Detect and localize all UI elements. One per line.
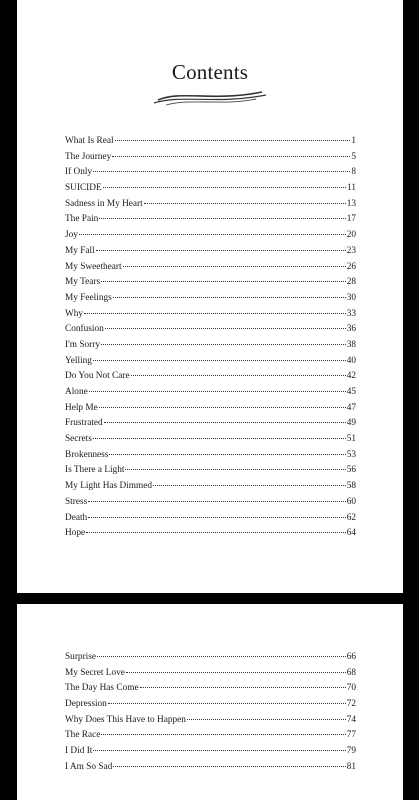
toc-leader-dots (113, 766, 345, 767)
toc-entry-title: The Race (65, 730, 101, 741)
toc-entry-title: Do You Not Care (65, 371, 130, 382)
toc-leader-dots (115, 140, 351, 141)
toc-entry-title: Stress (65, 496, 88, 507)
toc-leader-dots (93, 438, 346, 439)
toc-leader-dots (84, 313, 346, 314)
toc-entry (65, 526, 356, 542)
toc-entry-title: My Sweetheart (65, 261, 122, 272)
toc-entry (65, 291, 356, 307)
toc-leader-dots (101, 344, 346, 345)
toc-entry-page: 47 (346, 402, 356, 413)
toc-entry-page: 33 (346, 308, 356, 319)
toc-entry (65, 728, 356, 744)
toc-entry-page: 8 (351, 167, 356, 178)
toc-entry-page: 77 (346, 730, 356, 741)
toc-entry-title: My Secret Love (65, 667, 125, 678)
page-title: Contents (171, 60, 249, 84)
toc-entry-page: 28 (346, 277, 356, 288)
toc-entry-title: What Is Real (65, 136, 114, 146)
toc-entry (65, 212, 356, 228)
toc-entry-page: 53 (346, 449, 356, 460)
toc-entry (65, 650, 356, 666)
toc-leader-dots (144, 203, 346, 204)
toc-entry-title: My Tears (65, 277, 101, 288)
toc-entry (65, 479, 356, 495)
toc-entry-title: Hope (65, 528, 86, 539)
toc-entry (65, 228, 356, 244)
toc-entry-title: SUICIDE (65, 183, 102, 194)
toc-entry (65, 275, 356, 291)
toc-entry-page: 38 (346, 339, 356, 350)
toc-leader-dots (105, 328, 346, 329)
document-page-2 (17, 604, 403, 800)
toc-leader-dots (104, 422, 346, 423)
toc-entry (65, 338, 356, 354)
toc-leader-dots (93, 360, 346, 361)
toc-leader-dots (131, 375, 346, 376)
toc-entry-title: Help Me (65, 402, 98, 413)
toc-leader-dots (113, 297, 346, 298)
toc-entry (65, 401, 356, 417)
toc-entry-page: 74 (346, 714, 356, 725)
toc-entry-page: 72 (346, 699, 356, 710)
table-of-contents-continued (65, 650, 356, 776)
toc-leader-dots (89, 391, 346, 392)
toc-entry (65, 744, 356, 760)
toc-entry-page: 68 (346, 667, 356, 678)
swirl-ornament-icon (152, 88, 268, 106)
toc-entry-title: My Fall (65, 245, 95, 256)
toc-entry-title: If Only (65, 167, 93, 178)
toc-leader-dots (97, 656, 346, 657)
toc-entry-title: Alone (65, 387, 88, 397)
toc-entry-page: 11 (347, 183, 356, 194)
toc-entry-page: 13 (346, 198, 356, 209)
toc-entry-title: Secrets (65, 434, 92, 445)
toc-entry-page: 51 (346, 434, 356, 445)
toc-leader-dots (109, 454, 345, 455)
toc-entry-page: 79 (346, 746, 356, 757)
toc-leader-dots (103, 187, 346, 188)
toc-entry (65, 260, 356, 276)
toc-entry-page: 58 (346, 481, 356, 492)
toc-entry-page: 30 (346, 292, 356, 303)
toc-entry-page: 70 (346, 683, 356, 694)
toc-entry-title: The Day Has Come (65, 683, 139, 694)
toc-entry (65, 354, 356, 370)
toc-leader-dots (86, 532, 346, 533)
toc-leader-dots (88, 517, 346, 518)
toc-entry (65, 760, 356, 776)
toc-entry-page: 49 (346, 418, 356, 429)
toc-entry-page: 42 (346, 371, 356, 382)
toc-leader-dots (88, 501, 345, 502)
toc-leader-dots (187, 719, 346, 720)
toc-leader-dots (79, 234, 346, 235)
toc-entry (65, 134, 356, 150)
toc-leader-dots (153, 485, 346, 486)
toc-entry (65, 307, 356, 323)
toc-leader-dots (93, 750, 345, 751)
document-page-1 (17, 0, 403, 593)
toc-leader-dots (96, 250, 346, 251)
toc-entry (65, 448, 356, 464)
toc-leader-dots (101, 734, 345, 735)
toc-entry-page: 64 (346, 528, 356, 539)
toc-entry (65, 197, 356, 213)
toc-leader-dots (125, 469, 345, 470)
toc-entry (65, 322, 356, 338)
toc-entry-title: Death (65, 512, 88, 523)
toc-entry-title: Joy (65, 230, 78, 241)
toc-entry-title: Why (65, 308, 84, 319)
toc-leader-dots (93, 171, 350, 172)
toc-entry (65, 244, 356, 260)
toc-entry-title: I'm Sorry (65, 339, 100, 350)
toc-entry (65, 432, 356, 448)
toc-entry-title: Is There a Light (65, 465, 125, 476)
toc-entry (65, 697, 356, 713)
toc-entry-page: 60 (346, 496, 356, 507)
toc-entry-title: My Light Has Dimmed (65, 481, 153, 492)
toc-entry (65, 495, 356, 511)
toc-entry-page: 5 (351, 151, 356, 162)
toc-entry (65, 713, 356, 729)
toc-leader-dots (140, 687, 346, 688)
toc-entry-title: Depression (65, 699, 107, 710)
toc-entry-title: The Journey (65, 151, 112, 162)
toc-leader-dots (99, 407, 346, 408)
toc-entry-page: 66 (346, 652, 356, 662)
table-of-contents (65, 134, 356, 542)
toc-entry (65, 181, 356, 197)
toc-entry (65, 681, 356, 697)
toc-entry-page: 45 (346, 387, 356, 397)
toc-leader-dots (108, 703, 346, 704)
toc-leader-dots (112, 156, 350, 157)
toc-entry (65, 150, 356, 166)
toc-entry-title: I Am So Sad (65, 761, 113, 772)
toc-entry (65, 463, 356, 479)
toc-entry-page: 62 (346, 512, 356, 523)
toc-entry (65, 165, 356, 181)
toc-entry-page: 40 (346, 355, 356, 366)
toc-entry (65, 511, 356, 527)
toc-leader-dots (126, 672, 346, 673)
toc-entry-page: 81 (346, 761, 356, 772)
toc-entry (65, 416, 356, 432)
toc-leader-dots (123, 266, 346, 267)
toc-entry-page: 20 (346, 230, 356, 241)
toc-entry-title: I Did It (65, 746, 93, 757)
toc-entry-title: The Pain (65, 214, 99, 225)
toc-entry-title: Yelling (65, 355, 92, 366)
toc-entry-title: Why Does This Have to Happen (65, 714, 186, 725)
toc-entry-page: 1 (351, 136, 356, 146)
toc-entry-page: 17 (346, 214, 356, 225)
toc-entry-title: Confusion (65, 324, 104, 335)
toc-entry-title: Brokenness (65, 449, 109, 460)
toc-entry (65, 369, 356, 385)
toc-entry-page: 26 (346, 261, 356, 272)
toc-entry-title: Surprise (65, 652, 96, 662)
toc-entry-title: My Feelings (65, 292, 112, 303)
toc-entry (65, 385, 356, 401)
toc-entry-page: 36 (346, 324, 356, 335)
toc-entry-title: Frustrated (65, 418, 103, 429)
toc-entry-title: Sadness in My Heart (65, 198, 143, 209)
toc-leader-dots (99, 218, 345, 219)
toc-entry-page: 23 (346, 245, 356, 256)
toc-entry (65, 666, 356, 682)
toc-leader-dots (101, 281, 346, 282)
toc-entry-page: 56 (346, 465, 356, 476)
